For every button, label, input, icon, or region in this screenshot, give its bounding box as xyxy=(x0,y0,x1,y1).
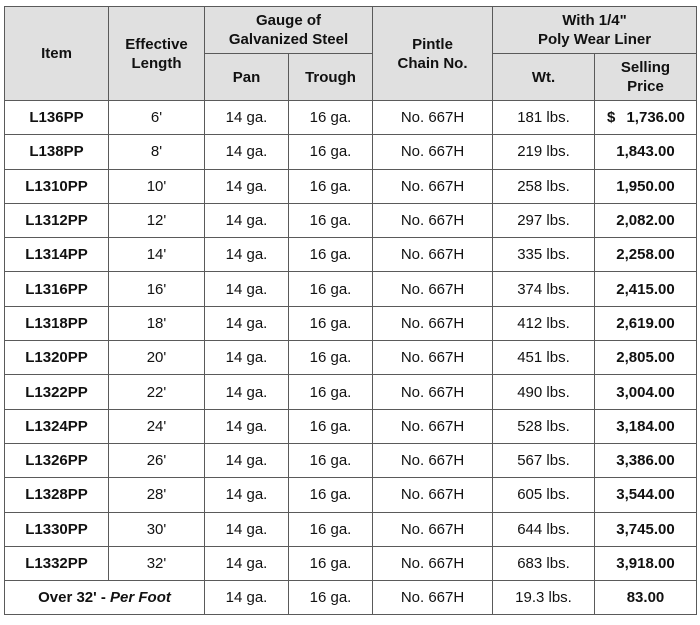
currency-symbol: $ xyxy=(607,109,616,127)
pan-cell: 14 ga. xyxy=(205,443,289,477)
wt-cell: 451 lbs. xyxy=(493,341,595,375)
trough-cell: 16 ga. xyxy=(289,409,373,443)
price-value: 2,415.00 xyxy=(616,280,675,298)
wt-cell: 219 lbs. xyxy=(493,135,595,169)
header-selling-price: Selling Price xyxy=(595,54,697,101)
item-cell: L1330PP xyxy=(5,512,109,546)
pan-cell: 14 ga. xyxy=(205,306,289,340)
trough-cell: 16 ga. xyxy=(289,306,373,340)
wt-cell: 335 lbs. xyxy=(493,238,595,272)
footer-pan: 14 ga. xyxy=(205,581,289,615)
table-row xyxy=(5,203,697,237)
chain-cell: No. 667H xyxy=(373,341,493,375)
price-cell xyxy=(595,409,697,443)
length-cell: 18' xyxy=(109,306,205,340)
header-gauge-group: Gauge of Galvanized Steel xyxy=(205,7,373,54)
chain-cell: No. 667H xyxy=(373,478,493,512)
table-row xyxy=(5,409,697,443)
footer-row xyxy=(5,581,697,615)
wt-cell: 490 lbs. xyxy=(493,375,595,409)
price-value: 1,736.00 xyxy=(626,109,685,127)
item-cell: L1312PP xyxy=(5,203,109,237)
price-value: 2,619.00 xyxy=(616,314,675,332)
price-cell xyxy=(595,169,697,203)
table-row xyxy=(5,135,697,169)
table-row xyxy=(5,272,697,306)
item-cell: L1322PP xyxy=(5,375,109,409)
price-cell xyxy=(595,443,697,477)
footer-wt: 19.3 lbs. xyxy=(493,581,595,615)
header-wt: Wt. xyxy=(493,54,595,101)
item-cell: L1324PP xyxy=(5,409,109,443)
pan-cell: 14 ga. xyxy=(205,341,289,375)
price-value: 3,918.00 xyxy=(616,555,675,572)
price-value: 1,843.00 xyxy=(616,143,675,161)
length-cell: 24' xyxy=(109,409,205,443)
pan-cell: 14 ga. xyxy=(205,203,289,237)
chain-cell: No. 667H xyxy=(373,409,493,443)
chain-cell: No. 667H xyxy=(373,512,493,546)
chain-cell: No. 667H xyxy=(373,546,493,580)
price-value: 3,386.00 xyxy=(616,452,675,470)
item-cell: L1328PP xyxy=(5,478,109,512)
table-row xyxy=(5,341,697,375)
price-value: 2,258.00 xyxy=(616,246,675,264)
wt-cell: 683 lbs. xyxy=(493,546,595,580)
price-cell xyxy=(595,512,697,546)
trough-cell: 16 ga. xyxy=(289,443,373,477)
price-value: 3,544.00 xyxy=(616,486,675,504)
length-cell: 26' xyxy=(109,443,205,477)
length-cell: 16' xyxy=(109,272,205,306)
wt-cell: 258 lbs. xyxy=(493,169,595,203)
price-value: 2,805.00 xyxy=(616,349,675,367)
chain-cell: No. 667H xyxy=(373,101,493,135)
item-cell: L1314PP xyxy=(5,238,109,272)
item-cell: L1310PP xyxy=(5,169,109,203)
wt-cell: 374 lbs. xyxy=(493,272,595,306)
header-trough: Trough xyxy=(289,54,373,101)
length-cell: 12' xyxy=(109,203,205,237)
item-cell: L138PP xyxy=(5,135,109,169)
chain-cell: No. 667H xyxy=(373,306,493,340)
trough-cell: 16 ga. xyxy=(289,375,373,409)
footer-trough: 16 ga. xyxy=(289,581,373,615)
length-cell: 10' xyxy=(109,169,205,203)
wt-cell: 412 lbs. xyxy=(493,306,595,340)
price-value: 2,082.00 xyxy=(616,212,675,230)
trough-cell: 16 ga. xyxy=(289,238,373,272)
pan-cell: 14 ga. xyxy=(205,546,289,580)
trough-cell: 16 ga. xyxy=(289,135,373,169)
footer-label: Over 32' - Per Foot xyxy=(5,581,205,615)
length-cell: 30' xyxy=(109,512,205,546)
trough-cell: 16 ga. xyxy=(289,478,373,512)
price-cell xyxy=(595,203,697,237)
chain-cell: No. 667H xyxy=(373,375,493,409)
item-cell: L1332PP xyxy=(5,546,109,580)
wt-cell: 644 lbs. xyxy=(493,512,595,546)
trough-cell: 16 ga. xyxy=(289,101,373,135)
trough-cell: 16 ga. xyxy=(289,169,373,203)
trough-cell: 16 ga. xyxy=(289,341,373,375)
pan-cell: 14 ga. xyxy=(205,238,289,272)
pan-cell: 14 ga. xyxy=(205,478,289,512)
price-cell xyxy=(595,341,697,375)
trough-cell: 16 ga. xyxy=(289,203,373,237)
price-cell xyxy=(595,238,697,272)
item-cell: L1320PP xyxy=(5,341,109,375)
table-row xyxy=(5,375,697,409)
price-value: 3,184.00 xyxy=(616,417,675,435)
chain-cell: No. 667H xyxy=(373,169,493,203)
price-cell xyxy=(595,272,697,306)
price-cell xyxy=(595,375,697,409)
table-row xyxy=(5,306,697,340)
chain-cell: No. 667H xyxy=(373,238,493,272)
price-value: 3,745.00 xyxy=(616,520,675,538)
length-cell: 22' xyxy=(109,375,205,409)
length-cell: 8' xyxy=(109,135,205,169)
trough-cell: 16 ga. xyxy=(289,512,373,546)
wt-cell: 567 lbs. xyxy=(493,443,595,477)
chain-cell: No. 667H xyxy=(373,203,493,237)
chain-cell: No. 667H xyxy=(373,135,493,169)
table-row xyxy=(5,478,697,512)
item-cell: L136PP xyxy=(5,101,109,135)
item-cell: L1326PP xyxy=(5,443,109,477)
trough-cell: 16 ga. xyxy=(289,272,373,306)
pan-cell: 14 ga. xyxy=(205,169,289,203)
price-cell xyxy=(595,135,697,169)
table-row xyxy=(5,512,697,546)
trough-cell: 16 ga. xyxy=(289,546,373,580)
price-value: 1,950.00 xyxy=(616,177,675,195)
wt-cell: 297 lbs. xyxy=(493,203,595,237)
header-liner-group: With 1/4" Poly Wear Liner xyxy=(493,7,697,54)
table-row xyxy=(5,101,697,135)
pan-cell: 14 ga. xyxy=(205,375,289,409)
item-cell: L1318PP xyxy=(5,306,109,340)
pan-cell: 14 ga. xyxy=(205,135,289,169)
table-row xyxy=(5,546,697,580)
pan-cell: 14 ga. xyxy=(205,409,289,443)
pan-cell: 14 ga. xyxy=(205,272,289,306)
chain-cell: No. 667H xyxy=(373,443,493,477)
table-body xyxy=(5,101,697,581)
length-cell: 14' xyxy=(109,238,205,272)
price-cell xyxy=(595,478,697,512)
header-pintle-chain: Pintle Chain No. xyxy=(373,7,493,101)
header-pan: Pan xyxy=(205,54,289,101)
price-value: 3,004.00 xyxy=(616,383,675,401)
wt-cell: 605 lbs. xyxy=(493,478,595,512)
footer-price: 83.00 xyxy=(595,581,697,615)
price-table xyxy=(4,6,697,615)
header-item: Item xyxy=(5,7,109,101)
length-cell: 32' xyxy=(109,546,205,580)
chain-cell: No. 667H xyxy=(373,272,493,306)
length-cell: 6' xyxy=(109,101,205,135)
table-row xyxy=(5,169,697,203)
pan-cell: 14 ga. xyxy=(205,512,289,546)
header-row-top xyxy=(5,7,697,54)
length-cell: 20' xyxy=(109,341,205,375)
price-cell xyxy=(595,546,697,580)
length-cell: 28' xyxy=(109,478,205,512)
wt-cell: 528 lbs. xyxy=(493,409,595,443)
footer-chain: No. 667H xyxy=(373,581,493,615)
table-row xyxy=(5,443,697,477)
price-cell xyxy=(595,101,697,135)
wt-cell: 181 lbs. xyxy=(493,101,595,135)
table-row xyxy=(5,238,697,272)
price-cell xyxy=(595,306,697,340)
item-cell: L1316PP xyxy=(5,272,109,306)
pan-cell: 14 ga. xyxy=(205,101,289,135)
header-effective-length: Effective Length xyxy=(109,7,205,101)
